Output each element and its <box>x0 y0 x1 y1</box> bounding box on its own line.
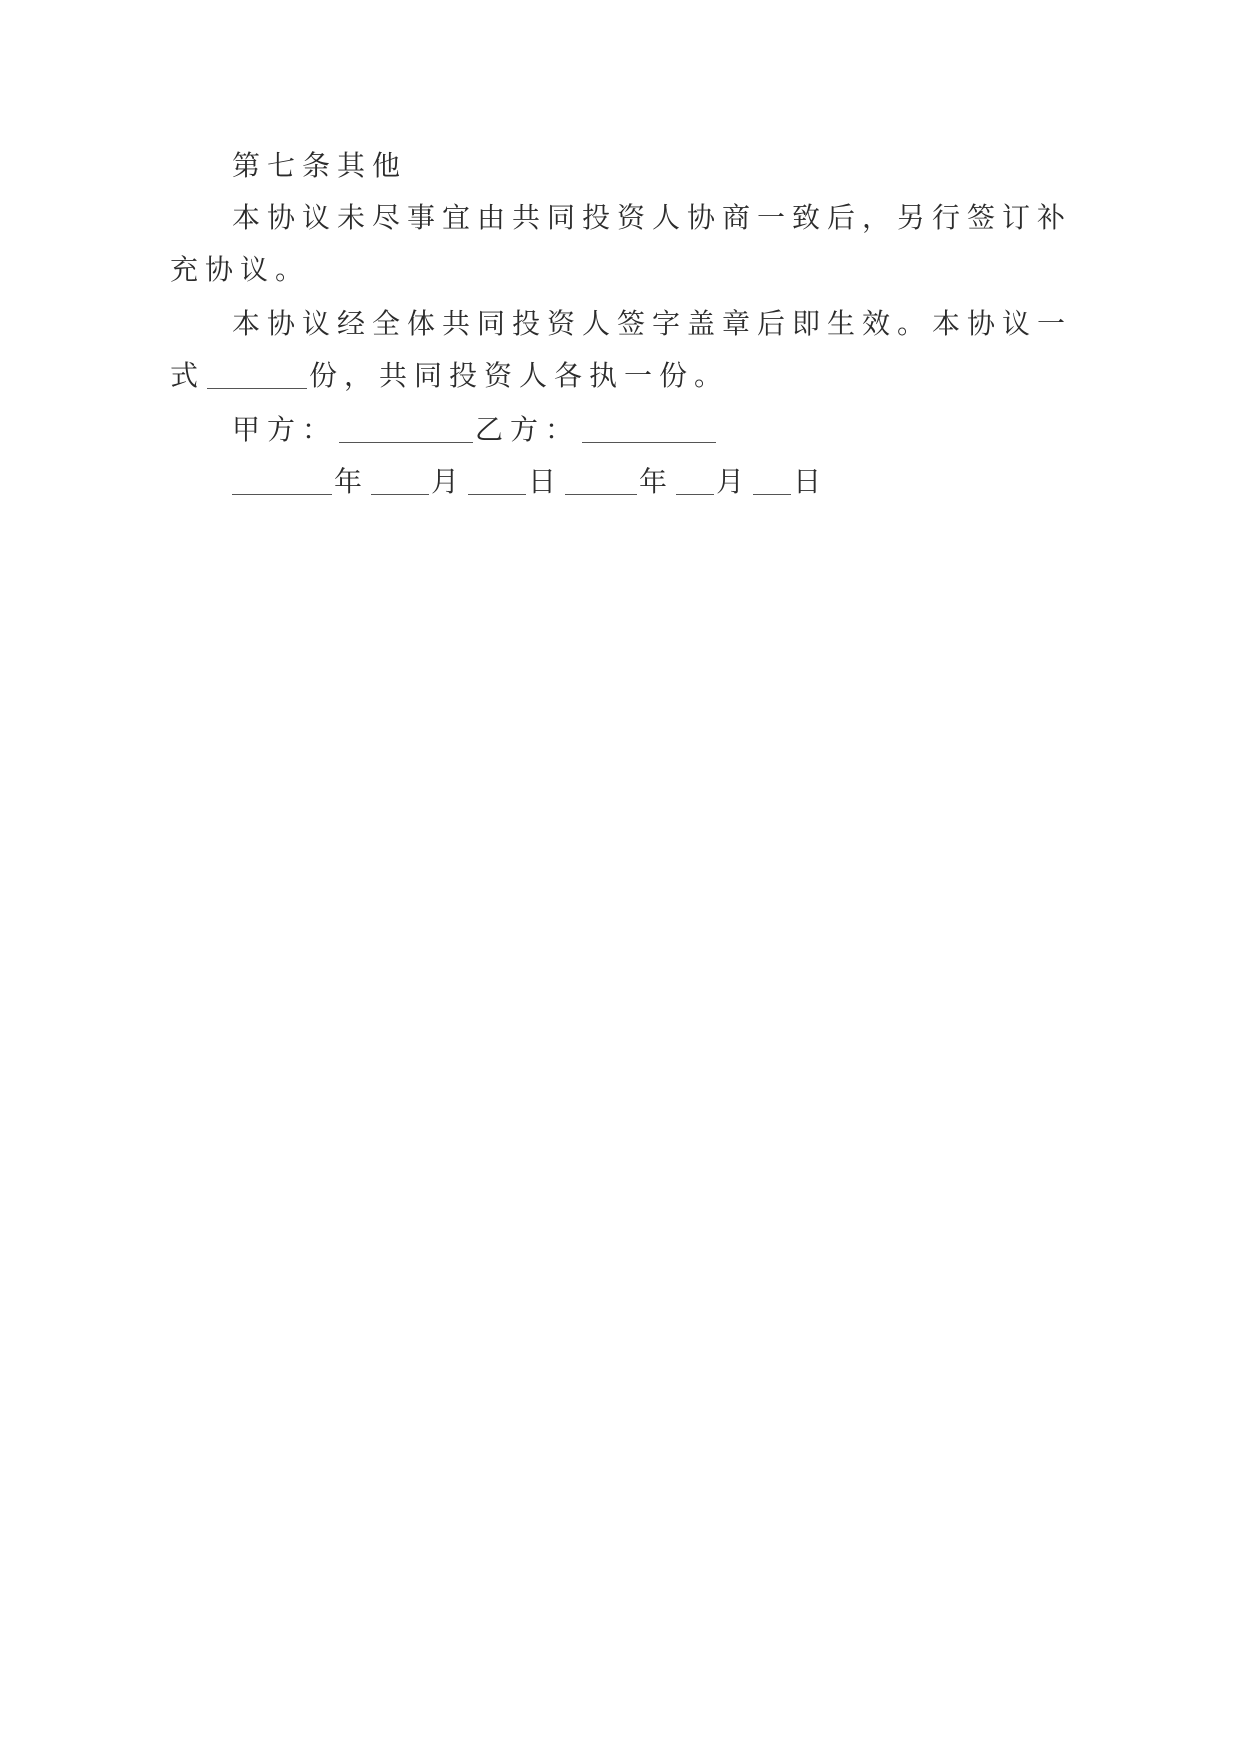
day-1-blank[interactable] <box>468 466 526 495</box>
article-heading: 第七条其他 <box>232 149 408 182</box>
party-b-signature-blank[interactable] <box>582 414 716 443</box>
clause-1-line-2: 充协议。 <box>170 253 311 286</box>
year-1-label: 年 <box>334 465 370 498</box>
year-2-blank[interactable] <box>565 466 637 495</box>
clause-2-line-1: 本协议经全体共同投资人签字盖章后即生效。本协议一 <box>232 307 1073 340</box>
day-1-label: 日 <box>528 465 564 498</box>
clause-1-line-1: 本协议未尽事宜由共同投资人协商一致后，另行签订补 <box>232 201 1073 234</box>
party-a-label: 甲方： <box>232 413 338 446</box>
clause-2-suffix: 份，共同投资人各执一份。 <box>309 359 730 392</box>
year-2-label: 年 <box>639 465 675 498</box>
party-b-label: 乙方： <box>475 413 581 446</box>
month-2-blank[interactable] <box>676 466 714 495</box>
year-1-blank[interactable] <box>232 466 332 495</box>
day-2-label: 日 <box>793 465 829 498</box>
copies-count-blank[interactable] <box>207 360 307 389</box>
month-1-blank[interactable] <box>371 466 429 495</box>
clause-2-prefix: 式 <box>170 359 206 392</box>
day-2-blank[interactable] <box>753 466 791 495</box>
signature-line <box>232 410 718 450</box>
month-2-label: 月 <box>716 465 752 498</box>
party-a-signature-blank[interactable] <box>339 414 473 443</box>
clause-2-line-2 <box>170 356 729 396</box>
month-1-label: 月 <box>431 465 467 498</box>
date-line <box>230 462 828 502</box>
